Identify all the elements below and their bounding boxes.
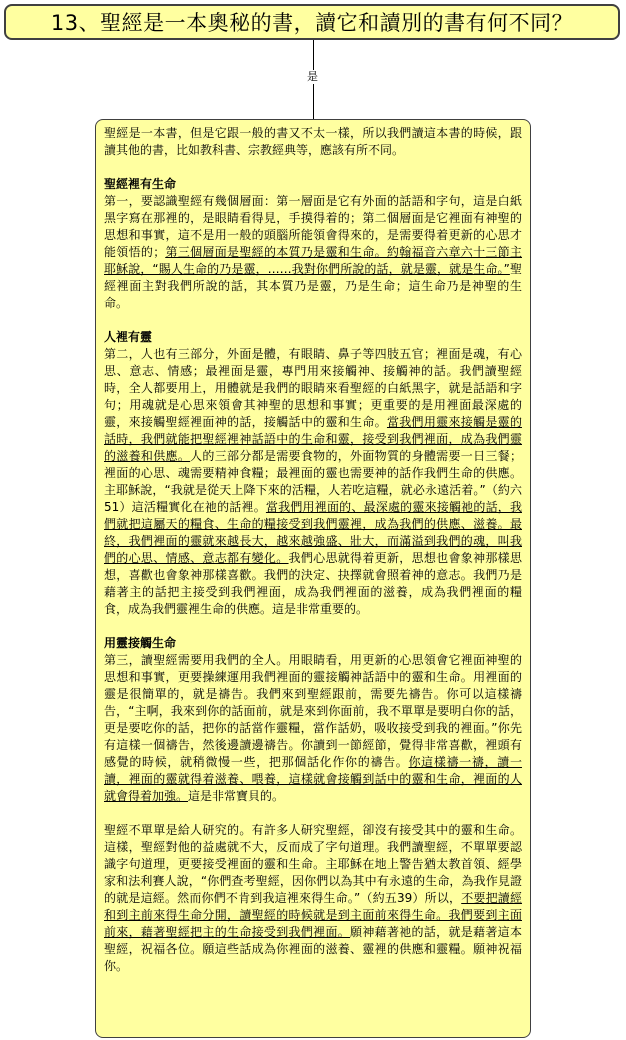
underlined-text: 第三個層面是聖經的本質乃是靈和生命。約翰福音六章六十三節主耶穌說，“賜人生命的乃是靈，……我對你們所說的話，就是靈，就是生命。”: [104, 245, 522, 276]
underlined-text: 當我們用靈來接觸是靈的話時，我們就能把聖經裡神話語中的生命和靈，接受到我們裡面，成為我們靈的滋養和供應。: [104, 415, 522, 463]
answer-content-node: [95, 119, 531, 1038]
edge-label-yes: 是: [307, 70, 318, 83]
question-title: 13、聖經是一本奧秘的書，讀它和讀別的書有何不同？: [50, 11, 574, 35]
text-run: 第三，讀聖經需要用我們的全人。用眼睛看，用更新的心思領會它裡面神聖的思想和事實，更要操練運用我們裡面的靈接觸神話語中的靈和生命。用裡面的靈是很簡單的，就是禱告。我們來到聖經跟前，需要先禱告。你可以這樣禱告，“主啊，我來到你的話面前，就是來到你面前，我不單單是要明白你的話，更是要吃你的話，把你的話當作靈糧，當作話奶，吸收接受到我的裡面。”你先有這樣一個禱告，然後邊讀邊禱告。你讀到一節經節，覺得非常喜歡，裡頭有感覺的時候，就稍微慢一些，把那個話化作你的禱告。: [104, 653, 522, 769]
connector-line-top: [313, 40, 314, 70]
text-run: 我們心思就得着更新，思想也會象神那樣思想，喜歡也會象神那樣喜歡。我們的決定、抉擇就會照着神的意志。我們乃是藉著主的話把主接受到我們裡面，成為我們裡面的滋養，成為我們裡面的糧食，成為我們靈裡生命的供應。這是非常重要的。: [104, 551, 522, 616]
section-heading: 人裡有靈: [104, 330, 153, 344]
section-heading: 用靈接觸生命: [104, 636, 177, 650]
intro-paragraph: 聖經是一本書，但是它跟一般的書又不太一樣，所以我們讀這本書的時候，跟讀其他的書，比如教科書、宗教經典等，應該有所不同。: [104, 126, 522, 157]
question-title-node: [4, 4, 620, 40]
text-run: 聖經不單單是給人研究的。有許多人研究聖經，卻沒有接受其中的靈和生命。這樣，聖經對他的益處就不大，反而成了字句道理。我們讀聖經，不單單要認識字句道理，更要接受裡面的靈和生命。主耶穌在地上警告猶太教首領、經學家和法利賽人說，“你們查考聖經，因你們以為其中有永遠的生命，為我作見證的就是這經。然而你們不肯到我這裡來得生命。”（約五39）所以，: [104, 823, 522, 905]
text-run: 願神藉著祂的話，就是藉著這本聖經，祝福各位。願這些話成為你裡面的滋養、靈裡的供應和靈糧。願神祝福你。: [104, 925, 522, 973]
connector-line-bottom: [313, 84, 314, 119]
section-heading: 聖經裡有生命: [104, 177, 177, 191]
text-run: 人的三部分都是需要食物的，外面物質的身體需要一日三餐；裡面的心思、魂需要精神食糧；最裡面的靈也需要神的話作我們生命的供應。主耶穌說，“我就是從天上降下來的活糧，人若吃這糧，就必永遠活着。”（約六51）這活糧實化在祂的話裡。: [104, 449, 522, 514]
underlined-text: 你這樣禱一禱，讀一讀，裡面的靈就得着滋養、喂養，這樣就會接觸到話中的靈和生命，裡面的人就會得着加強。: [104, 755, 522, 803]
section-gap: [104, 312, 522, 329]
answer-sections: [104, 159, 522, 975]
underlined-text: 不要把讀經和到主前來得生命分開，讀聖經的時候就是到主面前來得生命。我們要到主面前來，藉著聖經把主的生命接受到我們裡面。: [104, 891, 522, 939]
section-paragraph: [104, 652, 522, 805]
section-gap: [104, 805, 522, 822]
text-run: 聖經裡面主對我們所說的話，其本質乃是靈，乃是生命；這生命乃是神聖的生命。: [104, 262, 522, 310]
section-paragraph: [104, 822, 522, 975]
text-run: 這是非常寶貝的。: [188, 789, 285, 803]
underlined-text: 當我們用裡面的、最深處的靈來接觸祂的話，我們就把這屬天的糧食、生命的糧接受到我們靈裡，成為我們的供應、滋養。最終，我們裡面的靈就來越長大，越來越強盛、壯大，而滿溢到我們的魂，叫我們的心思、情感、意志都有變化。: [104, 500, 522, 565]
text-run: 第一，要認識聖經有幾個層面：第一層面是它有外面的話語和字句，這是白紙黑字寫在那裡的，是眼睛看得見，手摸得着的；第二個層面是它裡面有神聖的思想和事實，這不是用一般的頭腦所能領會得來的，是需要得着更新的心思才能領悟的；: [104, 194, 522, 259]
section-paragraph: [104, 193, 522, 312]
text-run: 第二，人也有三部分，外面是體，有眼睛、鼻子等四肢五官；裡面是魂，有心思、意志、情感；最裡面是靈，專門用來接觸神、接觸神的話。我們讀聖經時，全人都要用上，用體就是我們的眼睛來看聖經的白紙黑字，就是話語和字句；用魂就是心思來領會其神聖的思想和事實；更重要的是用裡面最深處的靈，來接觸聖經裡面神的話，接觸話中的靈和生命。: [104, 347, 522, 429]
section-gap: [104, 159, 522, 176]
section-paragraph: [104, 346, 522, 618]
section-gap: [104, 618, 522, 635]
